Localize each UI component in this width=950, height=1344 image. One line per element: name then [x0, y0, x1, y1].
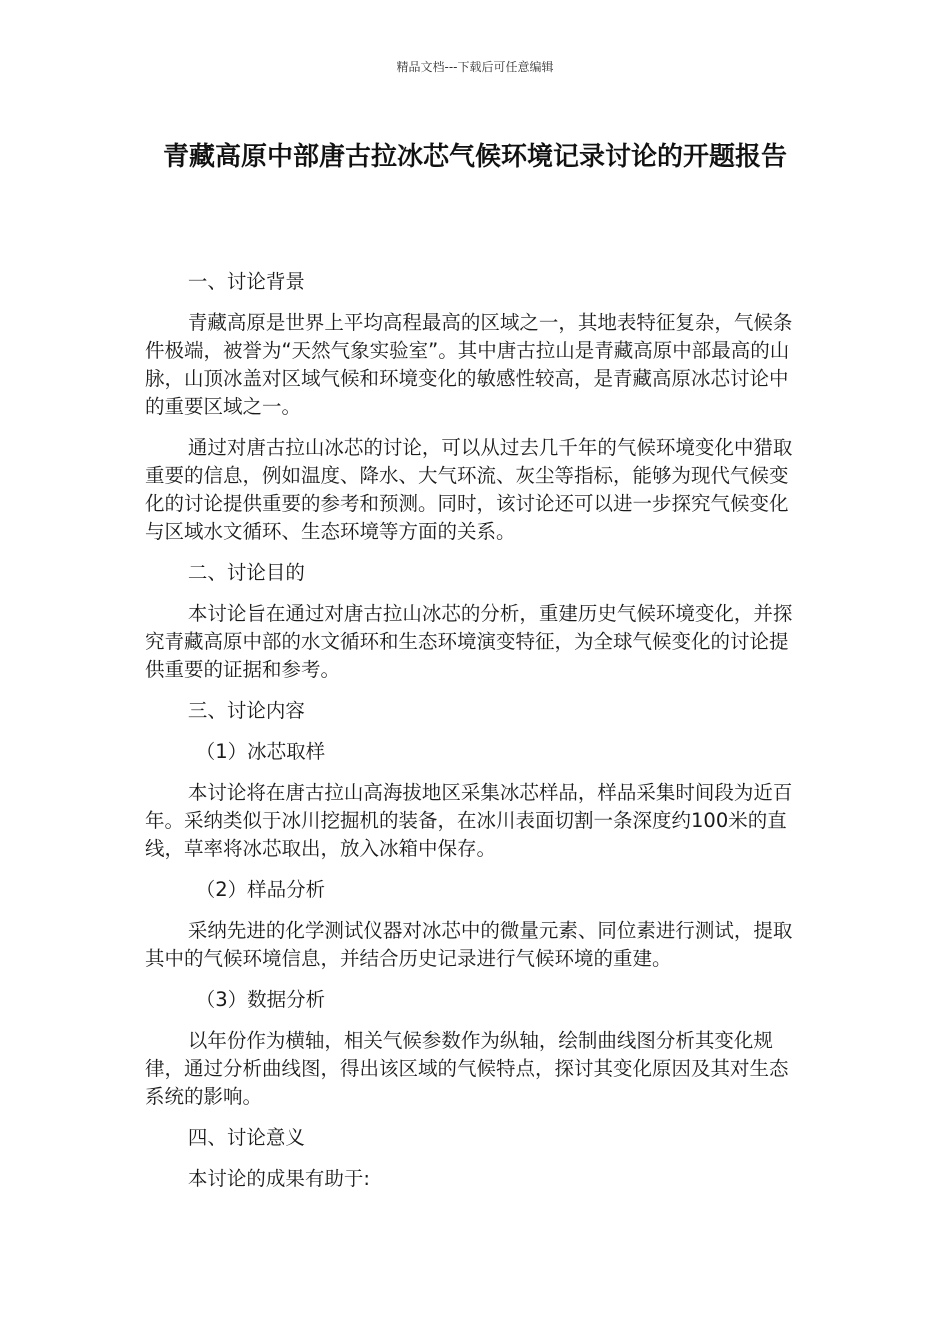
page-header: 精品文档---下载后可任意编辑: [396, 60, 554, 74]
subheading-data-analysis: （3）数据分析: [195, 988, 326, 1011]
paragraph-significance: 本讨论的成果有助于:: [187, 1167, 370, 1190]
section-heading-content: 三、讨论内容: [187, 699, 305, 722]
paragraph-data-analysis: 以年份作为横轴，相关气候参数作为纵轴，绘制曲线图分析其变化规律，通过分析曲线图，得出该区域的气候特点，探讨其变化原因及其对生态系统的影响。: [145, 1029, 789, 1108]
paragraph-background-2: 通过对唐古拉山冰芯的讨论，可以从过去几千年的气候环境变化中猎取重要的信息，例如温度、降水、大气环流、灰尘等指标，能够为现代气候变化的讨论提供重要的参考和预测。同时，该讨论还可以进一步探究气候变化与区域水文循环、生态环境等方面的关系。: [145, 436, 793, 543]
paragraph-sample-analysis: 采纳先进的化学测试仪器对冰芯中的微量元素、同位素进行测试，提取其中的气候环境信息，并结合历史记录进行气候环境的重建。: [145, 919, 793, 970]
subheading-ice-core-sampling: （1）冰芯取样: [195, 740, 326, 763]
paragraph-background-1: 青藏高原是世界上平均高程最高的区域之一，其地表特征复杂，气候条件极端，被誉为“天然气象实验室”。其中唐古拉山是青藏高原中部最高的山脉，山顶冰盖对区域气候和环境变化的敏感性较高，是青藏高原冰芯讨论中的重要区域之一。: [145, 311, 793, 418]
document-title: 青藏高原中部唐古拉冰芯气候环境记录讨论的开题报告: [162, 142, 787, 172]
section-heading-significance: 四、讨论意义: [187, 1126, 305, 1149]
paragraph-purpose: 本讨论旨在通过对唐古拉山冰芯的分析，重建历史气候环境变化，并探究青藏高原中部的水文循环和生态环境演变特征，为全球气候变化的讨论提供重要的证据和参考。: [145, 602, 793, 681]
section-heading-purpose: 二、讨论目的: [187, 561, 305, 584]
paragraph-sampling: 本讨论将在唐古拉山高海拔地区采集冰芯样品，样品采集时间段为近百年。采纳类似于冰川挖掘机的装备，在冰川表面切割一条深度约100米的直线，草率将冰芯取出，放入冰箱中保存。: [145, 781, 793, 860]
section-heading-background: 一、讨论背景: [187, 270, 305, 293]
subheading-sample-analysis: （2）样品分析: [195, 878, 326, 901]
document-body: [145, 268, 795, 1206]
